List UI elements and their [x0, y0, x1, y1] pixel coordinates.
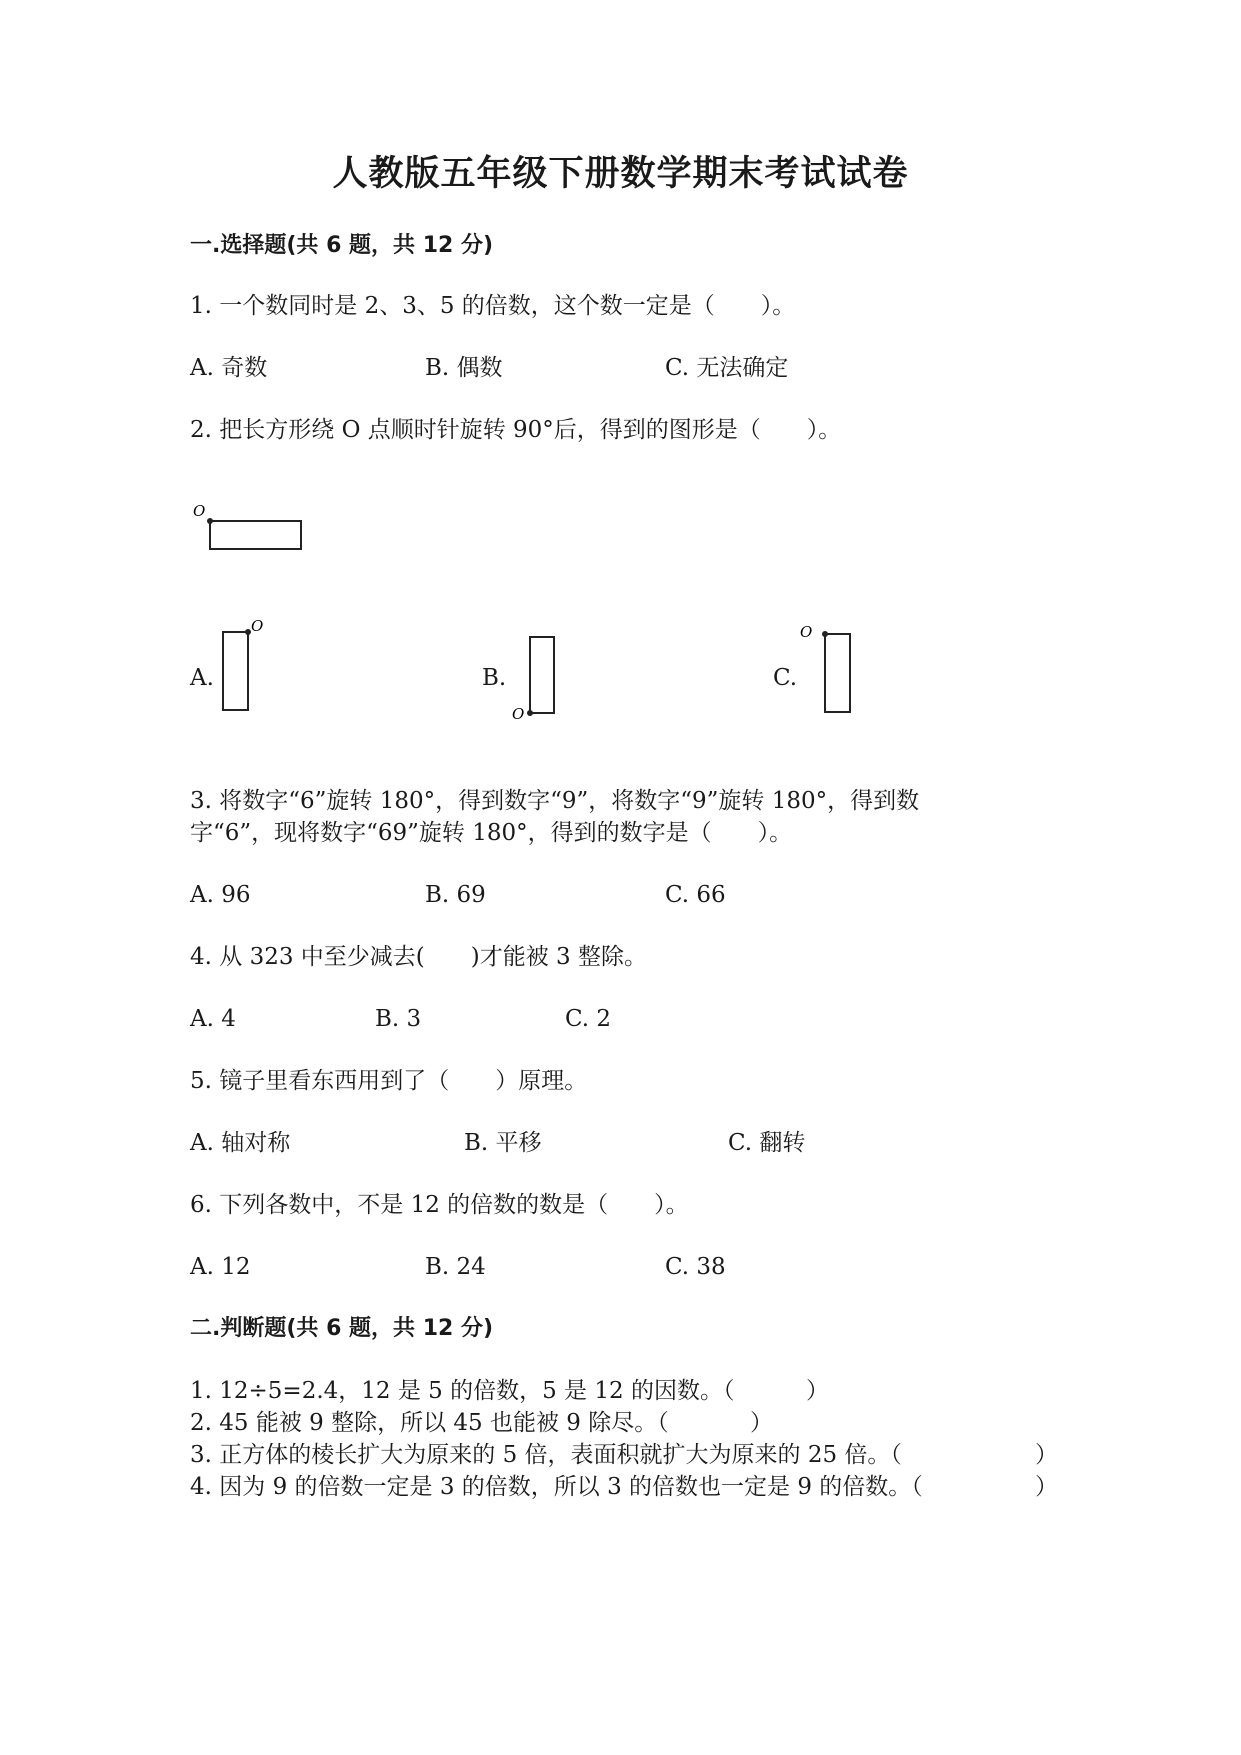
question-3-stem-line-2: 字“6”，现将数字“69”旋转 180°，得到的数字是（ ）。 [190, 820, 793, 846]
question-5-option-c[interactable]: C. 翻转 [728, 1130, 806, 1156]
question-4-option-c[interactable]: C. 2 [565, 1006, 612, 1032]
question-1-option-a[interactable]: A. 奇数 [190, 355, 268, 381]
question-4-option-a[interactable]: A. 4 [190, 1006, 236, 1032]
question-1-stem: 1. 一个数同时是 2、3、5 的倍数，这个数一定是（ ）。 [190, 293, 796, 319]
judgment-item-3: 3. 正方体的棱长扩大为原来的 5 倍，表面积就扩大为原来的 25 倍。（ [190, 1442, 902, 1468]
question-3-option-b[interactable]: B. 69 [425, 882, 486, 908]
section-heading-judgment: 二.判断题(共 6 题，共 12 分) [190, 1316, 494, 1341]
page-title: 人教版五年级下册数学期末考试试卷 [332, 153, 909, 194]
question-5-option-a[interactable]: A. 轴对称 [190, 1130, 291, 1156]
judgment-item-1: 1. 12÷5=2.4，12 是 5 的倍数，5 是 12 的因数。（ [190, 1378, 735, 1404]
judgment-item-3-close: ） [1035, 1442, 1058, 1468]
judgment-item-1-close: ） [806, 1378, 829, 1404]
question-1-option-c[interactable]: C. 无法确定 [665, 355, 789, 381]
question-5-stem: 5. 镜子里看东西用到了（ ）原理。 [190, 1068, 588, 1094]
question-2-option-a[interactable]: A. [190, 665, 214, 691]
question-2-stem: 2. 把长方形绕 O 点顺时针旋转 90°后，得到的图形是（ ）。 [190, 417, 842, 443]
question-2-figure-horizontal-rectangle [190, 500, 310, 560]
judgment-item-4: 4. 因为 9 的倍数一定是 3 的倍数，所以 3 的倍数也一定是 9 的倍数。（ [190, 1474, 923, 1500]
point-o-label: O [193, 502, 206, 520]
section-heading-choice: 一.选择题(共 6 题，共 12 分) [190, 233, 494, 258]
question-4-stem: 4. 从 323 中至少减去( )才能被 3 整除。 [190, 944, 647, 970]
option-c-rectangle-figure[interactable] [800, 618, 860, 718]
option-a-rectangle-figure[interactable] [215, 618, 275, 718]
judgment-item-4-close: ） [1035, 1474, 1058, 1500]
question-6-option-c[interactable]: C. 38 [665, 1254, 726, 1280]
question-6-option-a[interactable]: A. 12 [190, 1254, 251, 1280]
question-5-option-b[interactable]: B. 平移 [464, 1130, 542, 1156]
point-o-label: O [251, 617, 264, 635]
question-4-option-b[interactable]: B. 3 [375, 1006, 422, 1032]
question-6-stem: 6. 下列各数中，不是 12 的倍数的数是（ ）。 [190, 1192, 689, 1218]
question-2-option-c[interactable]: C. [773, 665, 798, 691]
judgment-item-2-close: ） [750, 1410, 773, 1436]
judgment-item-2: 2. 45 能被 9 整除，所以 45 也能被 9 除尽。（ [190, 1410, 669, 1436]
question-3-option-c[interactable]: C. 66 [665, 882, 726, 908]
question-2-option-b[interactable]: B. [482, 665, 507, 691]
question-6-option-b[interactable]: B. 24 [425, 1254, 486, 1280]
option-b-rectangle-figure[interactable] [505, 628, 565, 728]
point-o-label: O [800, 623, 813, 641]
question-3-stem-line-1: 3. 将数字“6”旋转 180°，得到数字“9”，将数字“9”旋转 180°，得到数 [190, 788, 920, 814]
question-3-option-a[interactable]: A. 96 [190, 882, 251, 908]
point-o-label: O [512, 705, 525, 723]
question-1-option-b[interactable]: B. 偶数 [425, 355, 503, 381]
